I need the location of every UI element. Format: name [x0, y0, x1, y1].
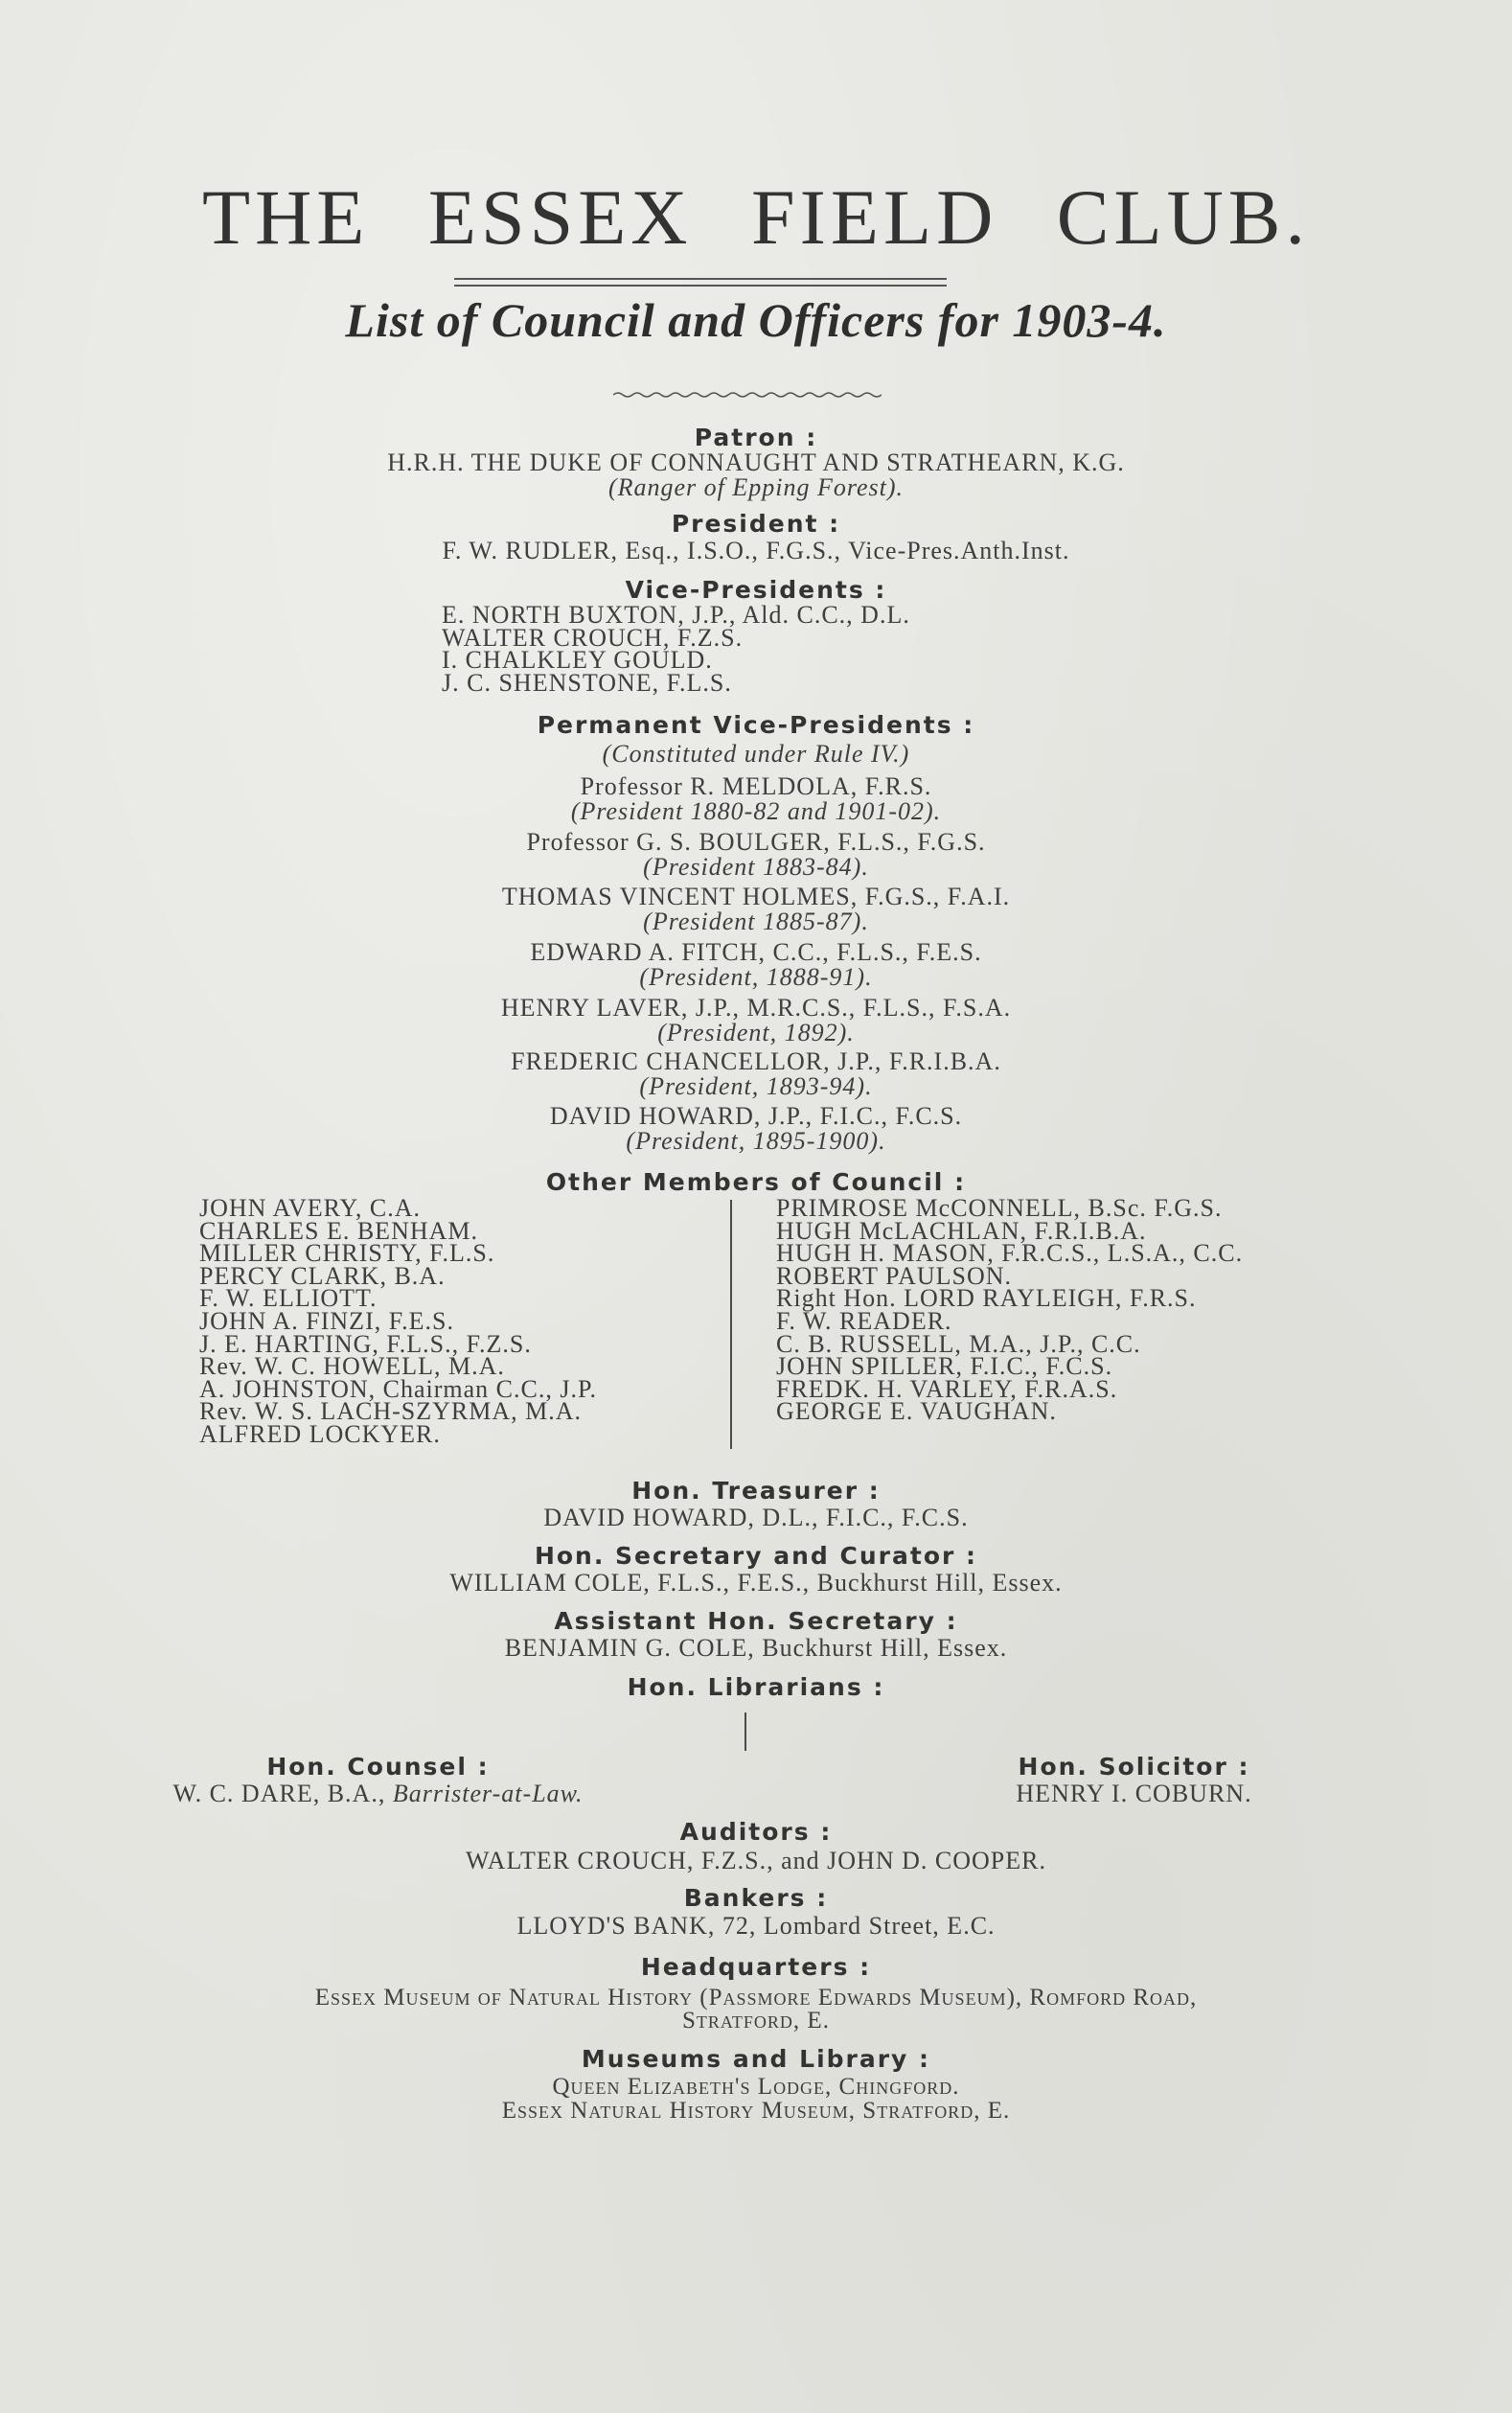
list-item: ALFRED LOCKYER. [199, 1419, 441, 1448]
auditors-heading: Auditors : [679, 1818, 833, 1846]
list-item: PRIMROSE McCONNELL, B.Sc. F.G.S. [776, 1194, 1223, 1222]
pvp-note: (President, 1892). [657, 1019, 855, 1046]
patron-note: (Ranger of Epping Forest). [607, 473, 905, 501]
secretary-name: WILLIAM COLE, F.L.S., F.E.S., Buckhurst Hill, Essex. [449, 1569, 1063, 1597]
list-item: J. E. HARTING, F.L.S., F.Z.S. [199, 1329, 532, 1358]
pvp-name: DAVID HOWARD, J.P., F.I.C., F.C.S. [549, 1102, 963, 1130]
ornamental-wave [613, 391, 882, 399]
list-item: JOHN SPILLER, F.I.C., F.C.S. [776, 1352, 1113, 1381]
counsel-name: W. C. DARE, B.A., [172, 1780, 386, 1807]
assistant-secretary-name: BENJAMIN G. COLE, Buckhurst Hill, Essex. [504, 1634, 1008, 1662]
pvp-name: THOMAS VINCENT HOLMES, F.G.S., F.A.I. [501, 883, 1011, 910]
list-item: E. NORTH BUXTON, J.P., Ald. C.C., D.L. [442, 601, 910, 629]
list-item: FREDK. H. VARLEY, F.R.A.S. [776, 1374, 1118, 1403]
patron-name: H.R.H. THE DUKE OF CONNAUGHT AND STRATHEARN, K.G. [387, 448, 1125, 476]
list-item: Right Hon. LORD RAYLEIGH, F.R.S. [776, 1284, 1197, 1313]
secretary-heading: Hon. Secretary and Curator : [534, 1542, 978, 1570]
solicitor-name: HENRY I. COBURN. [1016, 1780, 1252, 1807]
list-item: F. W. ELLIOTT. [199, 1284, 378, 1313]
assistant-secretary-heading: Assistant Hon. Secretary : [554, 1607, 958, 1635]
list-item: JOHN AVERY, C.A. [199, 1194, 422, 1222]
bankers-heading: Bankers : [683, 1884, 829, 1912]
list-item: Rev. W. C. HOWELL, M.A. [199, 1352, 505, 1381]
patron-heading: Patron : [694, 424, 818, 451]
pvp-note: (President 1880-82 and 1901-02). [570, 797, 942, 825]
president-name: F. W. RUDLER, Esq., I.S.O., F.G.S., Vice-Pres.Anth.Inst. [442, 537, 1070, 564]
list-item: I. CHALKLEY GOULD. [442, 646, 713, 675]
pvp-note: (President 1883-84). [643, 853, 869, 881]
librarians-heading: Hon. Librarians : [627, 1673, 885, 1701]
other-members-heading: Other Members of Council : [545, 1168, 967, 1196]
museums-heading: Museums and Library : [581, 2045, 931, 2073]
permanent-vp-heading: Permanent Vice-Presidents : [537, 711, 975, 739]
list-item: Rev. W. S. LACH-SZYRMA, M.A. [199, 1397, 583, 1426]
pvp-note: (President, 1895-1900). [626, 1127, 886, 1155]
librarians-blank-mark [745, 1712, 746, 1751]
list-item: HUGH H. MASON, F.R.C.S., L.S.A., C.C. [776, 1239, 1244, 1268]
list-item: ROBERT PAULSON. [776, 1261, 1013, 1290]
list-item: PERCY CLARK, B.A. [199, 1261, 446, 1290]
pvp-note: (President, 1888-91). [639, 963, 873, 991]
title-rule-bottom [454, 285, 947, 287]
counsel-title: Barrister-at-Law. [392, 1780, 584, 1807]
bankers-name: LLOYD'S BANK, 72, Lombard Street, E.C. [516, 1912, 996, 1940]
treasurer-heading: Hon. Treasurer : [631, 1477, 881, 1505]
permanent-vp-note: (Constituted under Rule IV.) [602, 740, 910, 768]
headquarters-line1: Essex Museum of Natural History (Passmore Edwards Museum), Romford Road, [314, 1985, 1198, 2011]
list-item: MILLER CHRISTY, F.L.S. [199, 1239, 495, 1268]
page-subtitle: List of Council and Officers for 1903-4. [345, 293, 1167, 347]
list-item: C. B. RUSSELL, M.A., J.P., C.C. [776, 1329, 1141, 1358]
list-item: J. C. SHENSTONE, F.L.S. [442, 668, 732, 697]
museums-line2: Essex Natural History Museum, Stratford, E. [501, 2098, 1011, 2124]
list-item: HUGH McLACHLAN, F.R.I.B.A. [776, 1216, 1147, 1245]
pvp-note: (President 1885-87). [643, 908, 869, 935]
other-members-right-list [776, 1194, 1244, 1426]
pvp-note: (President, 1893-94). [639, 1072, 873, 1100]
vice-presidents-list [442, 601, 910, 697]
list-item: WALTER CROUCH, F.Z.S. [442, 623, 744, 652]
other-members-left-list [199, 1194, 598, 1448]
column-divider [730, 1200, 732, 1449]
vice-presidents-heading: Vice-Presidents : [625, 576, 887, 604]
auditors-names: WALTER CROUCH, F.Z.S., and JOHN D. COOPER. [466, 1847, 1046, 1874]
list-item: F. W. READER. [776, 1306, 952, 1335]
list-item: A. JOHNSTON, Chairman C.C., J.P. [199, 1374, 598, 1403]
pvp-name: Professor R. MELDOLA, F.R.S. [580, 772, 932, 800]
museums-line1: Queen Elizabeth's Lodge, Chingford. [552, 2074, 960, 2100]
pvp-name: EDWARD A. FITCH, C.C., F.L.S., F.E.S. [530, 938, 982, 966]
title-rule-top [454, 278, 947, 280]
page-title: THE ESSEX FIELD CLUB. [202, 173, 1310, 261]
headquarters-line2: Stratford, E. [682, 2008, 830, 2034]
pvp-name: HENRY LAVER, J.P., M.R.C.S., F.L.S., F.S.A. [500, 994, 1012, 1022]
list-item: GEORGE E. VAUGHAN. [776, 1397, 1057, 1426]
list-item: JOHN A. FINZI, F.E.S. [199, 1306, 454, 1335]
list-item: CHARLES E. BENHAM. [199, 1216, 479, 1245]
solicitor-heading: Hon. Solicitor : [1018, 1753, 1250, 1781]
counsel-heading: Hon. Counsel : [266, 1753, 490, 1781]
headquarters-heading: Headquarters : [640, 1953, 872, 1981]
president-heading: President : [671, 510, 841, 538]
pvp-name: FREDERIC CHANCELLOR, J.P., F.R.I.B.A. [511, 1047, 1001, 1075]
counsel-entry [0, 1780, 756, 1808]
treasurer-name: DAVID HOWARD, D.L., F.I.C., F.C.S. [543, 1504, 969, 1531]
pvp-name: Professor G. S. BOULGER, F.L.S., F.G.S. [526, 828, 986, 856]
